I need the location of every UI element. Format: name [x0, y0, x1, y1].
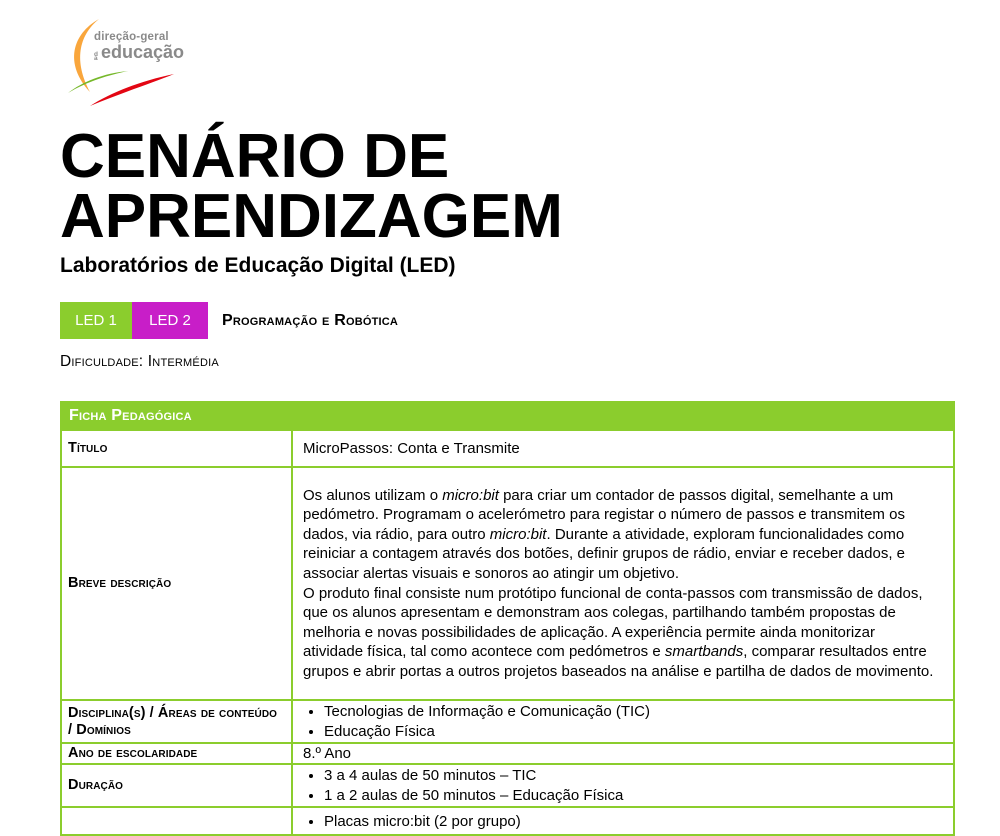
row-value-ano: 8.º Ano [303, 745, 352, 763]
badge-led2: LED 2 [132, 302, 208, 339]
badge-led1: LED 1 [60, 302, 132, 339]
logo-text-line1: direção-geral [94, 31, 169, 43]
table-row-titulo [62, 429, 953, 466]
row-value-disciplinas [293, 701, 953, 742]
list-item: • 3 a 4 aulas de 50 minutos – TIC [324, 766, 937, 786]
dge-logo [62, 16, 202, 108]
logo-swoosh-red [90, 74, 174, 106]
row-label-titulo: Título [62, 431, 293, 466]
page-title: CENÁRIO DE APRENDIZAGEM [60, 122, 563, 251]
partial-list [303, 812, 937, 832]
table-row-duracao [62, 763, 953, 806]
category-label: Programação e Robótica [222, 311, 399, 329]
table-row-disciplinas [62, 699, 953, 742]
logo-text-da: da [94, 51, 98, 62]
duracao-list [303, 766, 937, 805]
table-row-breve-descricao [62, 466, 953, 699]
row-value-duracao [293, 765, 953, 806]
disciplinas-list [303, 702, 937, 741]
difficulty-label: Dificuldade: Intermédia [60, 353, 219, 370]
table-row-ano [62, 742, 953, 763]
table-header: Ficha Pedagógica [62, 403, 953, 429]
description-paragraph-2: O produto final consiste num protótipo funcional de conta-passos com transmissão de dados, que os alunos apresentam e demonstram aos colegas, partilhando também propostas de melhoria e novas possibilidades de aplicação. A experiência permite ainda monitorizar atividade física, tal como acontece com pedómetros e smartbands, comparar resultados entre grupos e abrir portas a outros projetos baseados na análise e partilha de dados de movimento. [303, 584, 934, 680]
row-label-breve-descricao: Breve descrição [62, 468, 293, 699]
row-label-duracao: Duração [62, 765, 293, 806]
logo-text-line2 [94, 42, 184, 63]
list-item: • 1 a 2 aulas de 50 minutos – Educação Física [324, 786, 937, 806]
page-subtitle: Laboratórios de Educação Digital (LED) [60, 254, 456, 277]
row-value-titulo: MicroPassos: Conta e Transmite [303, 439, 520, 457]
logo-text [94, 31, 184, 63]
list-item: • Tecnologias de Informação e Comunicação (TIC) [324, 702, 937, 722]
document-page [0, 16, 1000, 830]
row-label-partial [62, 808, 293, 834]
list-item: • Placas micro:bit (2 por grupo) [324, 812, 937, 832]
row-label-ano: Ano de escolaridade [62, 744, 293, 763]
row-value-partial [293, 808, 953, 834]
logo-text-educacao: educação [101, 42, 185, 62]
description-paragraph-1: Os alunos utilizam o micro:bit para criar um contador de passos digital, semelhante a um pedómetro. Programam o acelerómetro para registar o número de passos e transmitem os dados, via rádio, para outro micro:bit. Durante a atividade, exploram funcionalidades como reiniciar a contagem através dos botões, definir grupos de rádio, enviar e receber dados, e associar alertas visuais e sonoros ao atingir um objetivo. [303, 486, 906, 582]
ficha-pedagogica-table [60, 401, 955, 836]
badges-row [60, 302, 1000, 339]
row-value-breve-descricao [293, 468, 953, 699]
row-label-disciplinas: Disciplina(s) / Áreas de conteúdo / Domínios [62, 701, 293, 742]
list-item: • Educação Física [324, 722, 937, 742]
table-row-partial [62, 806, 953, 834]
logo-swoosh-green [68, 71, 128, 93]
